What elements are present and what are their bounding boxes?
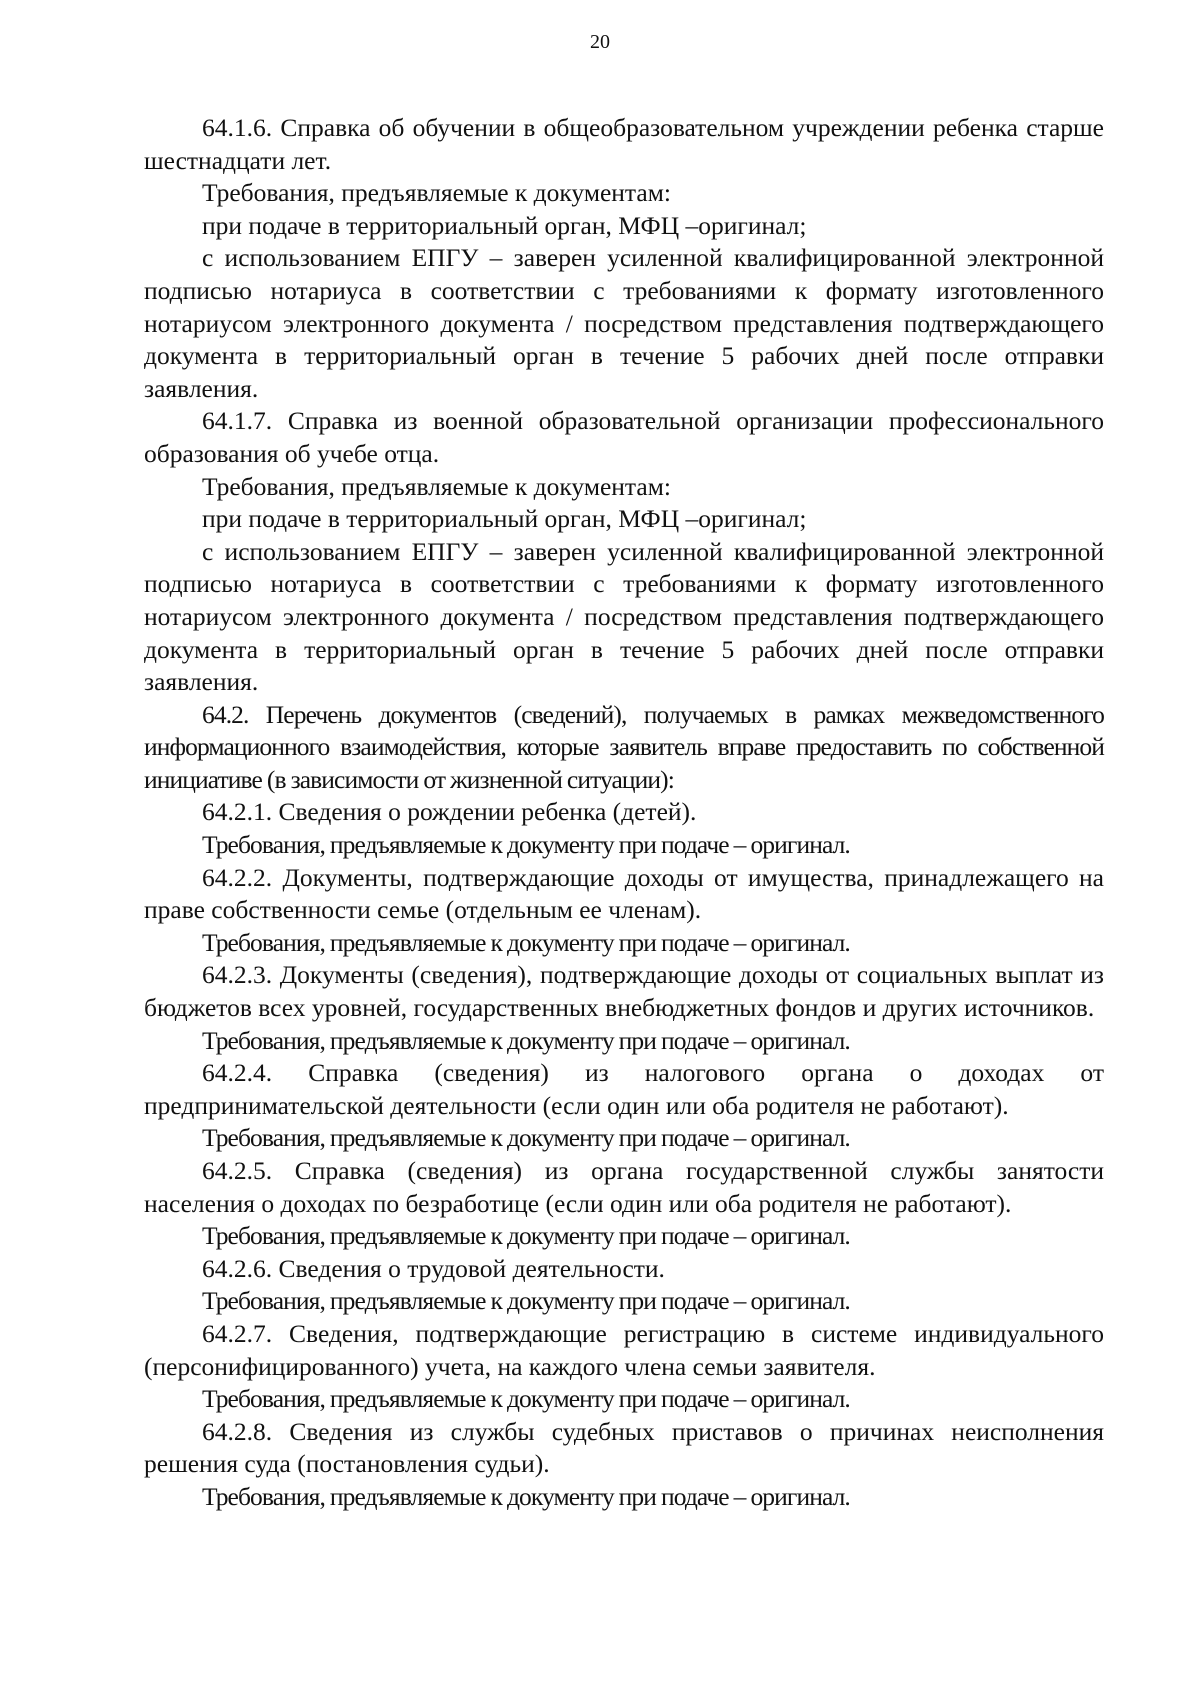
document-body (144, 112, 1104, 1514)
requirement-original: Требования, предъявляемые к документу при подаче – оригинал. (202, 927, 850, 957)
requirement-original: Требования, предъявляемые к документу при подаче – оригинал. (202, 830, 850, 860)
page-number: 20 (590, 31, 610, 53)
requirements-heading: Требования, предъявляемые к документам: (202, 471, 671, 501)
paragraph-64-2-2: 64.2.2. Документы, подтверждающие доходы от имущества, принадлежащего на праве собственности семье (отдельным ее членам). (144, 862, 1104, 925)
paragraph-64-2-4: 64.2.4. Справка (сведения) из налогового органа о доходах от предпринимательской деятельности (если один или оба родителя не работают). (144, 1058, 1104, 1120)
requirement-original: Требования, предъявляемые к документу при подаче – оригинал. (202, 1286, 850, 1316)
requirement-original: Требования, предъявляемые к документу при подаче – оригинал. (202, 1221, 850, 1251)
requirements-heading: Требования, предъявляемые к документам: (202, 178, 671, 208)
paragraph-64-1-6: 64.1.6. Справка об обучении в общеобразовательном учреждении ребенка старше шестнадцати лет. (144, 113, 1104, 175)
paragraph-64-1-7: 64.1.7. Справка из военной образовательной организации профессионального образования об учебе отца. (144, 406, 1104, 468)
requirement-epgu: с использованием ЕПГУ – заверен усиленной квалифицированной электронной подписью нотариуса в соответствии с требованиями к формату изготовленного нотариусом электронного документа / посредством представления подтверждающего документа в территориальный орган в течение 5 рабочих дней после отправки заявления. (144, 536, 1104, 697)
requirement-original: Требования, предъявляемые к документу при подаче – оригинал. (202, 1025, 850, 1055)
requirement-original: Требования, предъявляемые к документу при подаче – оригинал. (202, 1123, 850, 1153)
requirement-in-person: при подаче в территориальный орган, МФЦ –оригинал; (202, 210, 807, 240)
paragraph-64-2-8: 64.2.8. Сведения из службы судебных приставов о причинах неисполнения решения суда (постановления судьи). (144, 1416, 1104, 1479)
paragraph-64-2-1: 64.2.1. Сведения о рождении ребенка (детей). (202, 797, 697, 827)
requirement-epgu: с использованием ЕПГУ – заверен усиленной квалифицированной электронной подписью нотариуса в соответствии с требованиями к формату изготовленного нотариусом электронного документа / посредством представления подтверждающего документа в территориальный орган в течение 5 рабочих дней после отправки заявления. (144, 243, 1104, 403)
requirement-in-person: при подаче в территориальный орган, МФЦ –оригинал; (202, 504, 807, 534)
paragraph-64-2: 64.2. Перечень документов (сведений), получаемых в рамках межведомственного информационного взаимодействия, которые заявитель вправе предоставить по собственной инициативе (в зависимости от жизненной ситуации): (144, 699, 1104, 794)
requirement-original: Требования, предъявляемые к документу при подаче – оригинал. (202, 1384, 850, 1414)
paragraph-64-2-7: 64.2.7. Сведения, подтверждающие регистрацию в системе индивидуального (персонифицированного) учета, на каждого члена семьи заявителя. (144, 1318, 1104, 1381)
requirement-original: Требования, предъявляемые к документу при подаче – оригинал. (202, 1481, 850, 1511)
paragraph-64-2-6: 64.2.6. Сведения о трудовой деятельности. (202, 1253, 665, 1283)
paragraph-64-2-5: 64.2.5. Справка (сведения) из органа государственной службы занятости населения о доходах по безработице (если один или оба родителя не работают). (144, 1156, 1104, 1218)
paragraph-64-2-3: 64.2.3. Документы (сведения), подтверждающие доходы от социальных выплат из бюджетов всех уровней, государственных внебюджетных фондов и других источников. (144, 960, 1104, 1023)
